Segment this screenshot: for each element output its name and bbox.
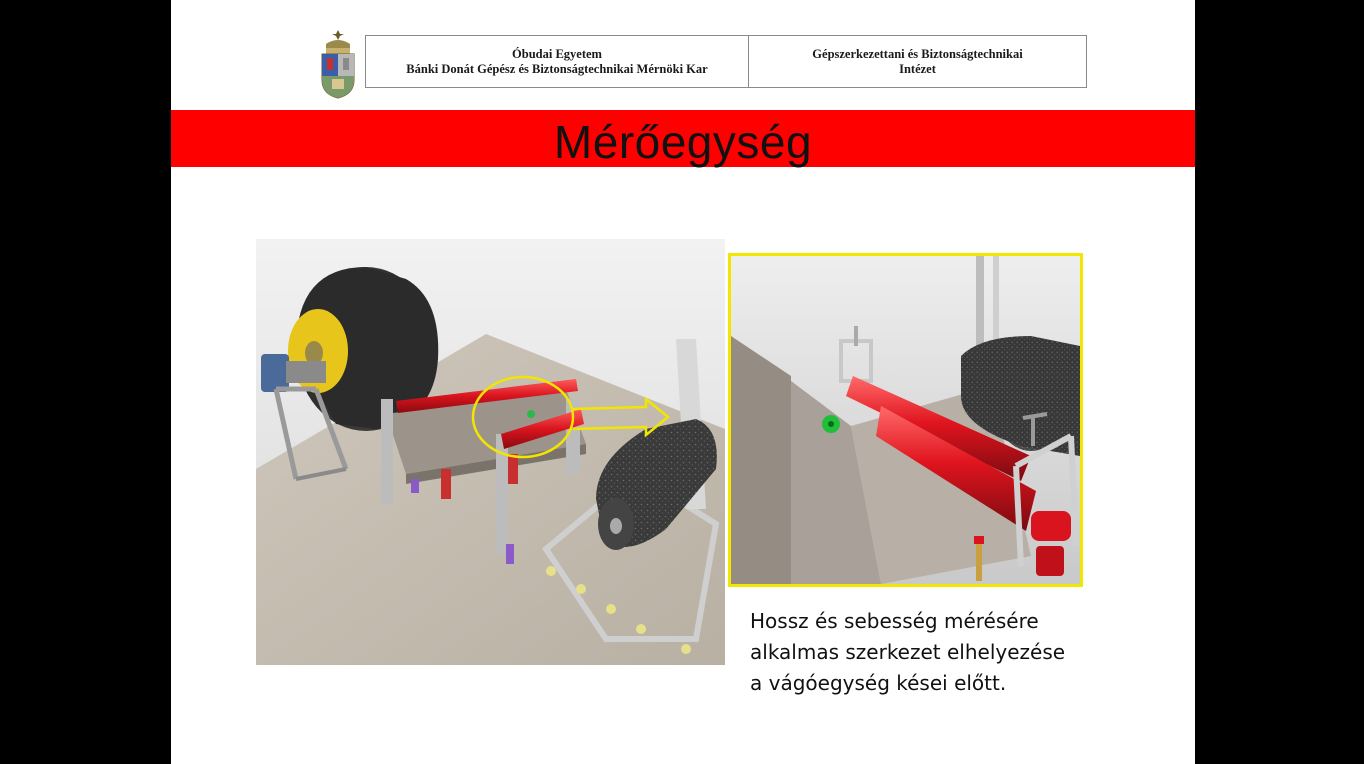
header-institute-cell: [749, 36, 1086, 87]
caption-line-2: alkalmas szerkezet elhelyezése: [750, 640, 1066, 664]
slide: [171, 0, 1195, 764]
header-table: [365, 35, 1087, 88]
institute-name-line1: Gépszerkezettani és Biztonságtechnikai: [812, 46, 1023, 61]
university-name: Óbudai Egyetem: [512, 46, 602, 61]
university-crest-icon: [318, 28, 358, 100]
faculty-name: Bánki Donát Gépész és Biztonságtechnikai Mérnöki Kar: [406, 61, 708, 76]
slide-title: Mérőegység: [553, 116, 813, 168]
caption-line-3: a vágóegység kései előtt.: [750, 671, 1007, 695]
caption: [750, 606, 1090, 699]
machine-overview-image: [256, 239, 725, 665]
title-bar: [171, 110, 1195, 167]
institute-name-line2: Intézet: [899, 61, 936, 76]
measuring-unit-detail-image: [728, 253, 1083, 587]
caption-line-1: Hossz és sebesség mérésére: [750, 609, 1039, 633]
header-faculty-cell: [366, 36, 749, 87]
